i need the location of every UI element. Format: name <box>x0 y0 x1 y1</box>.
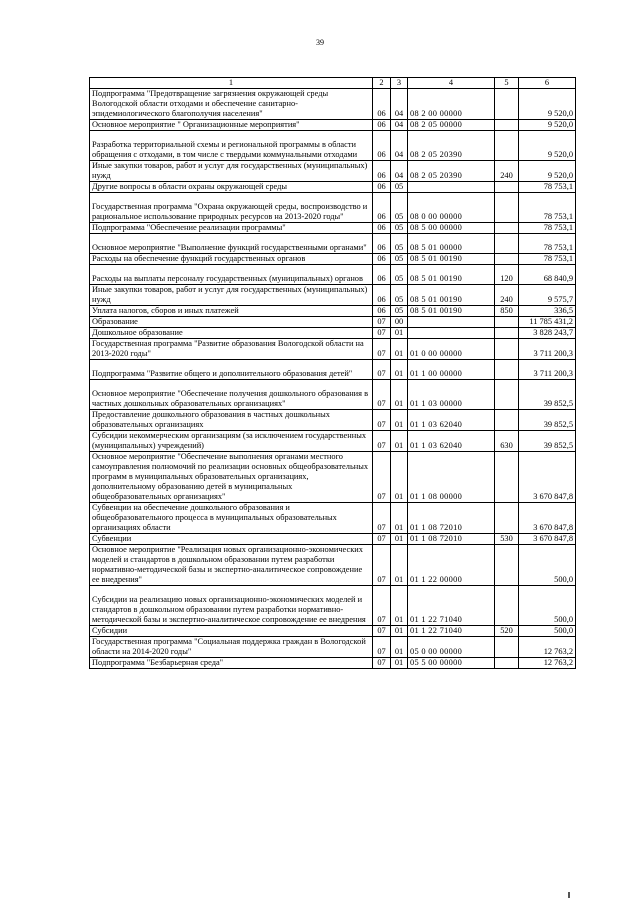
item-expense-type-cell <box>495 637 519 658</box>
item-section-cell: 07 <box>373 452 391 503</box>
item-subsection-cell: 01 <box>391 658 408 669</box>
item-amount-cell: 39 852,5 <box>519 431 576 452</box>
item-expense-type-cell <box>495 545 519 586</box>
table-row <box>90 658 576 669</box>
item-section-cell: 07 <box>373 626 391 637</box>
item-name-cell: Подпрограмма "Безбарьерная среда" <box>90 658 373 669</box>
item-name-cell: Иные закупки товаров, работ и услуг для государственных (муниципальных) нужд <box>90 161 373 182</box>
item-name-cell: Предоставление дошкольного образования в частных дошкольных образовательных организациях <box>90 410 373 431</box>
item-target-cell: 01 1 03 62040 <box>408 431 495 452</box>
item-name-cell: Основное мероприятие "Обеспечение получения дошкольного образования в частных дошкольных образовательных организациях" <box>90 380 373 410</box>
item-amount-cell: 9 520,0 <box>519 120 576 131</box>
item-expense-type-cell: 850 <box>495 306 519 317</box>
item-name-cell: Субсидии некоммерческим организациям (за исключением государственных (муниципальных) учреждений) <box>90 431 373 452</box>
item-amount-cell: 9 520,0 <box>519 131 576 161</box>
table-row <box>90 328 576 339</box>
table-row <box>90 503 576 534</box>
item-amount-cell: 3 670 847,8 <box>519 503 576 534</box>
item-section-cell: 06 <box>373 193 391 223</box>
item-subsection-cell: 05 <box>391 223 408 234</box>
item-subsection-cell: 05 <box>391 265 408 285</box>
table-row <box>90 234 576 254</box>
item-section-cell: 07 <box>373 586 391 626</box>
table-body <box>90 89 576 669</box>
item-amount-cell: 500,0 <box>519 626 576 637</box>
item-subsection-cell: 05 <box>391 285 408 306</box>
item-name-cell: Иные закупки товаров, работ и услуг для государственных (муниципальных) нужд <box>90 285 373 306</box>
item-expense-type-cell <box>495 131 519 161</box>
item-subsection-cell: 01 <box>391 534 408 545</box>
item-amount-cell: 9 520,0 <box>519 161 576 182</box>
item-subsection-cell: 04 <box>391 131 408 161</box>
item-target-cell: 01 0 00 00000 <box>408 339 495 360</box>
item-section-cell: 06 <box>373 234 391 254</box>
item-expense-type-cell <box>495 317 519 328</box>
item-target-cell: 01 1 00 00000 <box>408 360 495 380</box>
item-amount-cell: 3 670 847,8 <box>519 452 576 503</box>
item-name-cell: Государственная программа "Охрана окружающей среды, воспроизводство и рациональное использование природных ресурсов на 2013-2020 годы" <box>90 193 373 223</box>
item-subsection-cell: 01 <box>391 452 408 503</box>
col-header-amount: 6 <box>519 78 576 89</box>
item-subsection-cell: 04 <box>391 89 408 120</box>
item-expense-type-cell: 630 <box>495 431 519 452</box>
item-target-cell: 01 1 22 71040 <box>408 586 495 626</box>
item-subsection-cell: 04 <box>391 161 408 182</box>
item-name-cell: Образование <box>90 317 373 328</box>
item-subsection-cell: 01 <box>391 626 408 637</box>
item-target-cell <box>408 182 495 193</box>
item-amount-cell: 78 753,1 <box>519 182 576 193</box>
item-amount-cell: 3 828 243,7 <box>519 328 576 339</box>
item-section-cell: 07 <box>373 317 391 328</box>
item-expense-type-cell <box>495 120 519 131</box>
budget-table <box>89 77 576 669</box>
item-section-cell: 07 <box>373 339 391 360</box>
item-subsection-cell: 01 <box>391 410 408 431</box>
table-row <box>90 265 576 285</box>
item-target-cell: 08 2 05 00000 <box>408 120 495 131</box>
item-target-cell: 05 0 00 00000 <box>408 637 495 658</box>
item-name-cell: Расходы на обеспечение функций государственных органов <box>90 254 373 265</box>
item-subsection-cell: 05 <box>391 182 408 193</box>
item-target-cell: 08 5 01 00190 <box>408 265 495 285</box>
item-expense-type-cell <box>495 328 519 339</box>
table-row <box>90 586 576 626</box>
table-row <box>90 120 576 131</box>
table-row <box>90 317 576 328</box>
item-subsection-cell: 01 <box>391 360 408 380</box>
item-section-cell: 06 <box>373 306 391 317</box>
item-section-cell: 06 <box>373 131 391 161</box>
item-subsection-cell: 01 <box>391 545 408 586</box>
item-expense-type-cell: 120 <box>495 265 519 285</box>
item-name-cell: Основное мероприятие "Обеспечение выполнения органами местного самоуправления полномочий по реализации основных общеобразовательных программ в муниципальных образовательных организациях, дополнительному образованию детей в муниципальных общеобразовательных организациях" <box>90 452 373 503</box>
item-amount-cell: 39 852,5 <box>519 410 576 431</box>
item-name-cell: Субвенции на обеспечение дошкольного образования и общеобразовательного процесса в муниципальных образовательных организациях области <box>90 503 373 534</box>
item-target-cell: 01 1 03 00000 <box>408 380 495 410</box>
item-expense-type-cell: 240 <box>495 285 519 306</box>
table-row <box>90 306 576 317</box>
table-row <box>90 360 576 380</box>
table-row <box>90 534 576 545</box>
table-row <box>90 452 576 503</box>
table-row <box>90 380 576 410</box>
item-expense-type-cell <box>495 234 519 254</box>
item-target-cell: 05 5 00 00000 <box>408 658 495 669</box>
item-section-cell: 07 <box>373 503 391 534</box>
table-row <box>90 161 576 182</box>
table-row <box>90 339 576 360</box>
item-name-cell: Основное мероприятие " Организационные мероприятия" <box>90 120 373 131</box>
item-section-cell: 07 <box>373 545 391 586</box>
item-section-cell: 07 <box>373 658 391 669</box>
item-expense-type-cell: 520 <box>495 626 519 637</box>
item-amount-cell: 12 763,2 <box>519 658 576 669</box>
item-subsection-cell: 05 <box>391 193 408 223</box>
table-row <box>90 410 576 431</box>
item-target-cell: 08 5 01 00190 <box>408 285 495 306</box>
item-expense-type-cell <box>495 410 519 431</box>
item-expense-type-cell <box>495 182 519 193</box>
item-target-cell: 08 2 00 00000 <box>408 89 495 120</box>
item-expense-type-cell <box>495 503 519 534</box>
item-section-cell: 07 <box>373 431 391 452</box>
item-name-cell: Государственная программа "Социальная поддержка граждан в Вологодской области на 2014-2020 годы" <box>90 637 373 658</box>
item-target-cell: 01 1 22 00000 <box>408 545 495 586</box>
table-row <box>90 89 576 120</box>
item-section-cell: 07 <box>373 534 391 545</box>
item-name-cell: Подпрограмма "Обеспечение реализации программы" <box>90 223 373 234</box>
item-amount-cell: 78 753,1 <box>519 234 576 254</box>
col-header-name: 1 <box>90 78 373 89</box>
item-subsection-cell: 01 <box>391 328 408 339</box>
item-target-cell: 01 1 08 72010 <box>408 534 495 545</box>
item-subsection-cell: 01 <box>391 503 408 534</box>
item-section-cell: 06 <box>373 265 391 285</box>
item-target-cell: 01 1 03 62040 <box>408 410 495 431</box>
col-header-target: 4 <box>408 78 495 89</box>
item-section-cell: 06 <box>373 89 391 120</box>
item-target-cell: 08 5 01 00190 <box>408 306 495 317</box>
col-header-subsection: 3 <box>391 78 408 89</box>
item-section-cell: 06 <box>373 182 391 193</box>
item-target-cell: 08 2 05 20390 <box>408 131 495 161</box>
item-name-cell: Государственная программа "Развитие образования Вологодской области на 2013-2020 годы" <box>90 339 373 360</box>
table-row <box>90 626 576 637</box>
item-name-cell: Субсидии на реализацию новых организационно-экономических моделей и стандартов в дошкольном образовании путем разработки нормативно-методической базы и экспертно-аналитическое сопровождение ее внедрения <box>90 586 373 626</box>
table-row <box>90 193 576 223</box>
table-row <box>90 223 576 234</box>
table-header-row <box>90 78 576 89</box>
item-expense-type-cell <box>495 586 519 626</box>
item-amount-cell: 39 852,5 <box>519 380 576 410</box>
item-name-cell: Основное мероприятие "Выполнение функций государственными органами" <box>90 234 373 254</box>
item-subsection-cell: 01 <box>391 339 408 360</box>
table-row <box>90 131 576 161</box>
item-name-cell: Основное мероприятие "Реализация новых организационно-экономических моделей и стандартов в дошкольном образовании путем разработки нормативно-методической базы и экспертно-аналитическое сопровождение ее внедрения" <box>90 545 373 586</box>
item-section-cell: 07 <box>373 380 391 410</box>
item-subsection-cell: 01 <box>391 586 408 626</box>
item-target-cell: 08 0 00 00000 <box>408 193 495 223</box>
item-name-cell: Разработка территориальной схемы и региональной программы в области обращения с отходами, в том числе с твердыми коммунальными отходами <box>90 131 373 161</box>
item-amount-cell: 78 753,1 <box>519 193 576 223</box>
item-target-cell <box>408 328 495 339</box>
item-name-cell: Уплата налогов, сборов и иных платежей <box>90 306 373 317</box>
item-expense-type-cell <box>495 89 519 120</box>
item-name-cell: Подпрограмма "Развитие общего и дополнительного образования детей" <box>90 360 373 380</box>
item-section-cell: 06 <box>373 161 391 182</box>
item-name-cell: Другие вопросы в области охраны окружающей среды <box>90 182 373 193</box>
item-expense-type-cell <box>495 339 519 360</box>
table-row <box>90 545 576 586</box>
table-row <box>90 182 576 193</box>
item-target-cell: 01 1 22 71040 <box>408 626 495 637</box>
item-expense-type-cell: 240 <box>495 161 519 182</box>
scan-mark <box>568 892 570 898</box>
item-name-cell: Субвенции <box>90 534 373 545</box>
item-target-cell: 08 2 05 20390 <box>408 161 495 182</box>
item-amount-cell: 336,5 <box>519 306 576 317</box>
item-subsection-cell: 04 <box>391 120 408 131</box>
item-target-cell: 08 5 01 00000 <box>408 234 495 254</box>
item-amount-cell: 500,0 <box>519 545 576 586</box>
page-number: 39 <box>316 38 324 47</box>
item-subsection-cell: 00 <box>391 317 408 328</box>
item-amount-cell: 9 520,0 <box>519 89 576 120</box>
item-amount-cell: 78 753,1 <box>519 223 576 234</box>
col-header-section: 2 <box>373 78 391 89</box>
item-expense-type-cell <box>495 380 519 410</box>
item-target-cell: 01 1 08 00000 <box>408 452 495 503</box>
table-row <box>90 431 576 452</box>
item-section-cell: 07 <box>373 328 391 339</box>
table-row <box>90 637 576 658</box>
item-subsection-cell: 05 <box>391 254 408 265</box>
item-expense-type-cell <box>495 360 519 380</box>
item-expense-type-cell <box>495 254 519 265</box>
item-subsection-cell: 01 <box>391 637 408 658</box>
item-target-cell <box>408 317 495 328</box>
item-amount-cell: 500,0 <box>519 586 576 626</box>
item-subsection-cell: 01 <box>391 431 408 452</box>
item-amount-cell: 9 575,7 <box>519 285 576 306</box>
item-amount-cell: 78 753,1 <box>519 254 576 265</box>
item-section-cell: 07 <box>373 410 391 431</box>
item-section-cell: 07 <box>373 360 391 380</box>
item-expense-type-cell <box>495 223 519 234</box>
item-subsection-cell: 01 <box>391 380 408 410</box>
item-expense-type-cell <box>495 452 519 503</box>
table-row <box>90 285 576 306</box>
item-subsection-cell: 05 <box>391 306 408 317</box>
item-name-cell: Субсидии <box>90 626 373 637</box>
item-subsection-cell: 05 <box>391 234 408 254</box>
item-amount-cell: 11 785 431,2 <box>519 317 576 328</box>
item-section-cell: 07 <box>373 637 391 658</box>
item-target-cell: 01 1 08 72010 <box>408 503 495 534</box>
item-expense-type-cell: 530 <box>495 534 519 545</box>
item-name-cell: Подпрограмма "Предотвращение загрязнения окружающей среды Вологодской области отходами и обеспечение санитарно-эпидемиологического благополучия населения" <box>90 89 373 120</box>
item-name-cell: Дошкольное образование <box>90 328 373 339</box>
item-target-cell: 08 5 00 00000 <box>408 223 495 234</box>
table-row <box>90 254 576 265</box>
item-amount-cell: 3 711 200,3 <box>519 339 576 360</box>
item-expense-type-cell <box>495 193 519 223</box>
item-name-cell: Расходы на выплаты персоналу государственных (муниципальных) органов <box>90 265 373 285</box>
item-expense-type-cell <box>495 658 519 669</box>
item-section-cell: 06 <box>373 285 391 306</box>
col-header-expense-type: 5 <box>495 78 519 89</box>
item-section-cell: 06 <box>373 223 391 234</box>
item-amount-cell: 12 763,2 <box>519 637 576 658</box>
item-amount-cell: 3 670 847,8 <box>519 534 576 545</box>
item-amount-cell: 3 711 200,3 <box>519 360 576 380</box>
item-target-cell: 08 5 01 00190 <box>408 254 495 265</box>
item-section-cell: 06 <box>373 120 391 131</box>
item-section-cell: 06 <box>373 254 391 265</box>
item-amount-cell: 68 840,9 <box>519 265 576 285</box>
